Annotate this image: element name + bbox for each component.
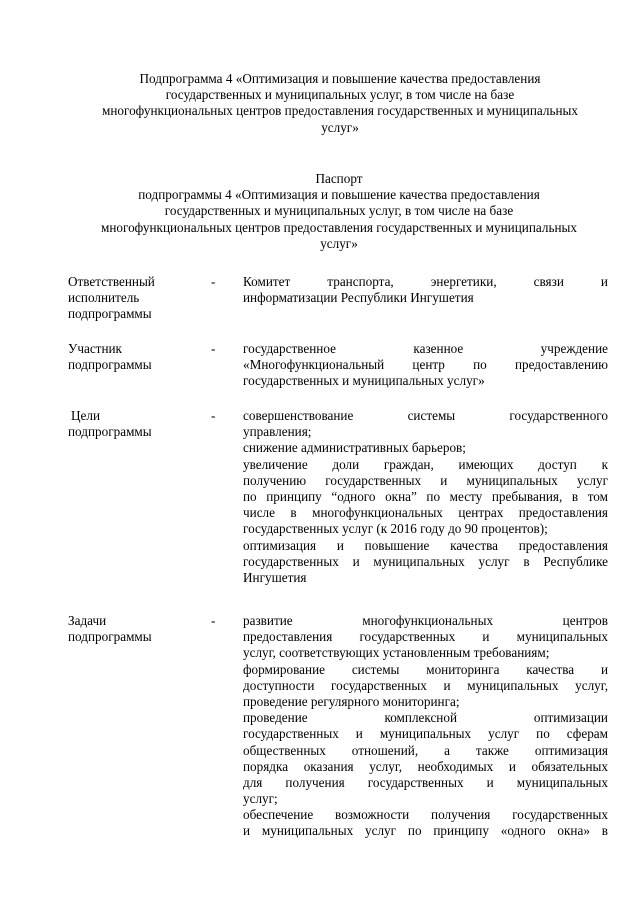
- row-label: [68, 274, 188, 323]
- content-line: услуг;: [243, 791, 278, 807]
- content-line: информатизации Республики Ингушетия: [243, 290, 474, 306]
- passport-subtitle-line: государственных и муниципальных услуг, в том числе на базе: [164, 203, 514, 219]
- title-line: многофункциональных центров предоставления государственных и муниципальных: [102, 103, 578, 119]
- row-label-line: Цели: [71, 408, 101, 423]
- row-label-line: исполнитель: [68, 290, 140, 306]
- content-line: для получения государственных и муниципальных: [243, 774, 608, 790]
- content-line: государственное казенное учреждение: [243, 341, 608, 356]
- content-line: государственных и муниципальных услуг»: [243, 373, 485, 389]
- content-line: порядка оказания услуг, необходимых и обязательных: [243, 758, 608, 774]
- row-dash: -: [211, 341, 216, 356]
- content-line: по принципу “одного окна” по месту пребывания, в том: [243, 488, 608, 504]
- content-line: Комитет транспорта, энергетики, связи и: [243, 274, 608, 289]
- row-label: [68, 341, 188, 373]
- content-line: оптимизация и повышение качества предоставления: [243, 537, 608, 553]
- content-line: обеспечение возможности получения государственных: [243, 807, 608, 823]
- content-line: совершенствование системы государственного: [243, 408, 608, 423]
- row-label-line: Задачи: [68, 613, 107, 628]
- row-label-line: Ответственный: [68, 274, 155, 289]
- title-line: Подпрограмма 4 «Оптимизация и повышение качества предоставления: [139, 71, 541, 86]
- content-line: доступности государственных и муниципальных услуг,: [243, 677, 608, 693]
- title-line: услуг»: [321, 119, 359, 135]
- content-line: числе в многофункциональных центрах предоставления: [243, 505, 608, 521]
- row-label-line: Участник: [68, 341, 122, 356]
- content-line: снижение административных барьеров;: [243, 440, 466, 456]
- row-dash: -: [211, 408, 216, 423]
- content-line: услуг, соответствующих установленным требованиям;: [243, 645, 550, 661]
- row-label-line: подпрограммы: [68, 424, 152, 440]
- passport-header: [56, 171, 622, 252]
- content-line: предоставления государственных и муниципальных: [243, 629, 608, 645]
- content-line: получению государственных и муниципальных услуг: [243, 472, 608, 488]
- row-content: [243, 274, 608, 306]
- row-label: [68, 408, 188, 440]
- row-content: [243, 613, 608, 840]
- row-content: [243, 341, 608, 390]
- content-line: увеличение доли граждан, имеющих доступ к: [243, 456, 608, 472]
- row-label-line: подпрограммы: [68, 306, 152, 322]
- content-line: общественных отношений, а также оптимизация: [243, 742, 608, 758]
- content-line: государственных и муниципальных услуг в Республике: [243, 553, 608, 569]
- content-line: формирование системы мониторинга качества и: [243, 661, 608, 677]
- row-dash: -: [211, 274, 216, 289]
- content-line: управления;: [243, 424, 312, 440]
- passport-heading: Паспорт: [315, 171, 363, 186]
- content-line: государственных услуг (к 2016 году до 90 процентов);: [243, 521, 548, 537]
- content-line: развитие многофункциональных центров: [243, 613, 608, 628]
- row-dash: -: [211, 613, 216, 628]
- row-label-line: подпрограммы: [68, 357, 152, 373]
- row-label-line: подпрограммы: [68, 629, 152, 645]
- row-label: [68, 613, 188, 645]
- content-line: проведение комплексной оптимизации: [243, 710, 608, 726]
- document-title: [64, 71, 616, 136]
- content-line: Ингушетия: [243, 569, 307, 585]
- title-line: государственных и муниципальных услуг, в том числе на базе: [165, 87, 515, 103]
- content-line: и муниципальных услуг по принципу «одного окна» в: [243, 823, 608, 839]
- passport-subtitle-line: подпрограммы 4 «Оптимизация и повышение качества предоставления: [138, 187, 540, 203]
- content-line: государственных и муниципальных услуг по сферам: [243, 726, 608, 742]
- passport-subtitle-line: многофункциональных центров предоставления государственных и муниципальных: [101, 219, 577, 235]
- passport-subtitle-line: услуг»: [320, 235, 358, 251]
- content-line: проведение регулярного мониторинга;: [243, 693, 460, 709]
- content-line: «Многофункциональный центр по предоставлению: [243, 357, 608, 373]
- row-content: [243, 408, 608, 586]
